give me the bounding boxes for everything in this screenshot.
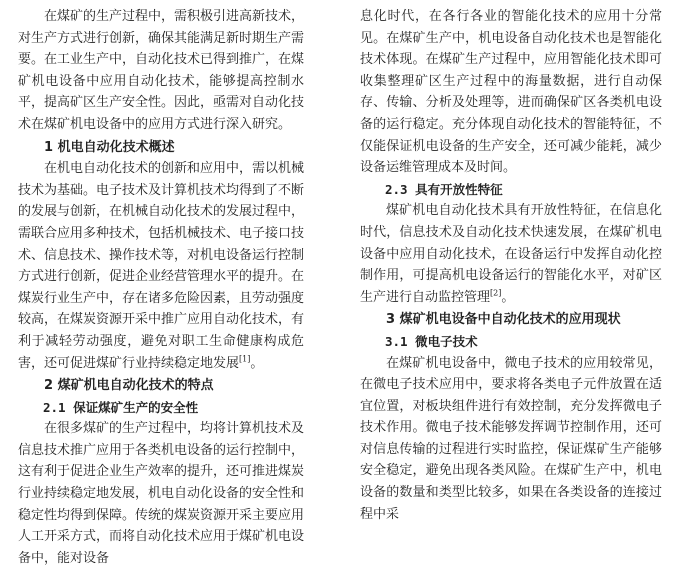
section-2-3-end: 。 <box>501 289 515 305</box>
right-column <box>360 6 662 525</box>
continued-paragraph: 息化时代，在各行各业的智能化技术的应用十分常见。在煤矿生产中，机电设备自动化技术也是智能化技术体现。在煤矿生产过程中，应用智能化技术即可收集整理矿区生产过程中的海量数据，进行自动保存、传输、分析及处理等，进而确保矿区各类机电设备的运行稳定。充分体现自动化技术的智能特征，不仅能保证机电设备的生产安全，还可减少能耗，减少设备运维管理成本及时间。 <box>360 9 662 176</box>
intro-paragraph: 在煤矿的生产过程中，需积极引进高新技术，对生产方式进行创新，确保其能满足新时期生产需要。在工业生产中，自动化技术已得到推广，在煤矿机电设备中应用自动化技术，能够提高控制水平，提高矿区生产安全性。因此，亟需对自动化技术在煤矿机电设备中的应用方式进行深入研究。 <box>18 9 305 132</box>
section-3-1-heading: 3.1 微电子技术 <box>385 333 478 349</box>
section-3-heading: 3 煤矿机电设备中自动化技术的应用现状 <box>386 312 621 328</box>
section-1-heading: 1 机电自动化技术概述 <box>44 139 175 155</box>
section-1-paragraph <box>18 158 304 374</box>
section-2-3-paragraph <box>360 200 662 308</box>
citation-1: [1] <box>239 354 251 364</box>
section-3-1-paragraph: 在煤矿机电设备中，微电子技术的应用较常见，在微电子技术应用中，要求将各类电子元件放置在适宜位置，对板块组件进行有效控制，充分发挥微电子技术作用。微电子技术能够发挥调节控制作用，还可对信息传输的过程进行实时监控，保证煤矿生产能够安全稳定，避免出现各类风险。在煤矿生产中，机电设备的数量和类型比较多，如果在各类设备的连接过程中采 <box>360 355 662 522</box>
section-2-3-heading: 2.3 具有开放性特征 <box>385 181 503 197</box>
section-1-text: 在机电自动化技术的创新和应用中，需以机械技术为基础。电子技术及计算机技术均得到了不断的发展与创新，在机械自动化技术的发展过程中，需联合应用多种技术，包括机械技术、电子接口技术、信息技术、操作技术等，对机电设备运行控制方式进行创新，促进企业经营管理水平的提升。在煤炭行业生产中，存在诸多危险因素，且劳动强度较高，在煤炭资源开采中推广应用自动化技术，有利于减轻劳动强度，避免对职工生命健康构成危害，还可促进煤矿行业持续稳定地发展 <box>18 161 305 371</box>
section-2-1-paragraph: 在很多煤矿的生产过程中，均将计算机技术及信息技术推广应用于各类机电设备的运行控制中，这有利于促进企业生产效率的提升，还可推进煤炭行业持续稳定地发展，机电自动化设备的安全性和稳定性均得到保障。传统的煤炭资源开采主要应用人工开采方式，而将自动化技术应用于煤矿机电设备中，能对设备 <box>18 421 305 566</box>
section-2-3-text: 煤矿机电自动化技术具有开放性特征，在信息化时代，信息技术及自动化技术快速发展，在煤矿机电设备中应用自动化技术，在设备运行中发挥自动化控制作用，可提高机电设备运行的智能化水平，对矿区生产进行自动监控管理 <box>360 203 662 305</box>
left-column <box>18 6 304 569</box>
section-1-end: 。 <box>250 355 264 371</box>
section-2-heading: 2 煤矿机电自动化技术的特点 <box>44 378 214 394</box>
section-2-1-heading: 2.1 保证煤矿生产的安全性 <box>43 399 199 415</box>
citation-2: [2] <box>490 288 502 298</box>
